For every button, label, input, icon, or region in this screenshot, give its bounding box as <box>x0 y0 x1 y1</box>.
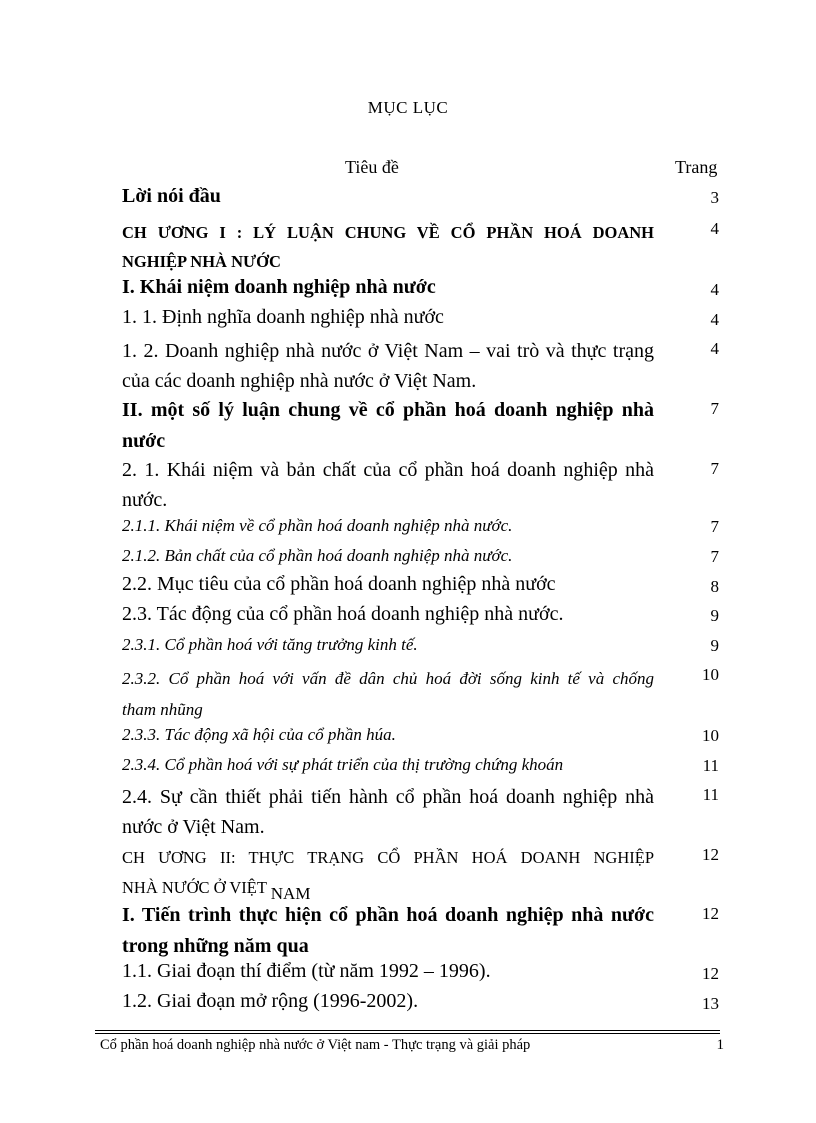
toc-page-number: 12 <box>702 845 719 864</box>
column-header-page: Trang <box>675 157 718 177</box>
toc-page-number: 11 <box>702 756 719 775</box>
page-title: MỤC LỤC <box>367 98 449 117</box>
toc-entry-line: 1. 2. Doanh nghiệp nhà nước ở Việt Nam – vai trò và thực trạng <box>122 340 654 362</box>
toc-entry-line: I. Tiến trình thực hiện cổ phần hoá doanh nghiệp nhà nước <box>122 904 654 926</box>
footer-text: Cổ phần hoá doanh nghiệp nhà nước ở Việt nam - Thực trạng và giải pháp <box>100 1037 531 1053</box>
toc-entry-line: NGHIỆP NHÀ NƯỚC <box>122 252 281 271</box>
toc-entry <box>122 725 654 745</box>
toc-entry <box>122 573 654 596</box>
toc-entry <box>122 843 654 903</box>
toc-entry-line: 1. 1. Định nghĩa doanh nghiệp nhà nước <box>122 306 444 328</box>
toc-entry <box>122 455 654 515</box>
toc-page-number: 9 <box>710 606 719 625</box>
toc-page-number: 4 <box>710 310 719 329</box>
toc-entry-line: trong những năm qua <box>122 935 309 957</box>
toc-entry <box>122 603 654 626</box>
toc-page-number: 7 <box>710 459 719 478</box>
toc-entry <box>122 635 654 655</box>
toc-entry-line: nước ở Việt Nam. <box>122 816 265 838</box>
toc-entry-line: 2.1.2. Bản chất của cổ phần hoá doanh nghiệp nhà nước. <box>122 546 513 565</box>
toc-entry-line: 2.3.3. Tác động xã hội của cổ phần húa. <box>122 725 396 744</box>
toc-entry <box>122 755 654 775</box>
footer-page-number: 1 <box>716 1037 724 1053</box>
toc-entry <box>122 990 654 1013</box>
toc-entry <box>122 185 654 208</box>
toc-entry-line: 2.1.1. Khái niệm về cổ phần hoá doanh nghiệp nhà nước. <box>122 516 513 535</box>
toc-entry <box>122 276 654 299</box>
toc-page-number: 8 <box>710 577 719 596</box>
toc-page-number: 10 <box>702 726 719 745</box>
footer-rule-bottom <box>95 1033 720 1034</box>
toc-entry-line: 1.2. Giai đoạn mở rộng (1996-2002). <box>122 990 419 1012</box>
toc-page-number: 4 <box>710 280 719 299</box>
toc-entry-line: 2.4. Sự cần thiết phải tiến hành cổ phần hoá doanh nghiệp nhà <box>122 786 654 808</box>
toc-entry <box>122 218 654 276</box>
toc-entry <box>122 395 654 457</box>
toc-entry-line: CH ƯƠNG II: THỰC TRẠNG CỔ PHẦN HOÁ DOANH NGHIỆP <box>122 848 654 867</box>
toc-entry-line-text: NHÀ NƯỚC Ở VIỆT <box>122 878 267 897</box>
toc-entry-line: I. Khái niệm doanh nghiệp nhà nước <box>122 276 436 298</box>
toc-entry-line: 2.2. Mục tiêu của cổ phần hoá doanh nghiệp nhà nước <box>122 573 556 595</box>
toc-entry-line: 2.3.4. Cổ phần hoá với sự phát triển của thị trường chứng khoán <box>122 755 564 774</box>
toc-page-number: 11 <box>702 785 719 804</box>
column-header-title: Tiêu đề <box>345 157 399 177</box>
toc-entry <box>122 516 654 536</box>
toc-entry <box>122 546 654 566</box>
footer-rule-top <box>95 1030 720 1031</box>
toc-entry-line: nước <box>122 430 166 452</box>
toc-page-number: 9 <box>710 636 719 655</box>
toc-page-number: 7 <box>710 399 719 418</box>
toc-entry <box>122 960 654 983</box>
toc-entry-line: 2.3.1. Cổ phần hoá với tăng trưởng kinh tế. <box>122 635 418 654</box>
toc-entry <box>122 336 654 396</box>
toc-entry <box>122 782 654 842</box>
toc-entry <box>122 900 654 962</box>
toc-entry-line: của các doanh nghiệp nhà nước ở Việt Nam. <box>122 370 477 392</box>
toc-entry-line: tham nhũng <box>122 700 203 719</box>
toc-entry <box>122 306 654 329</box>
toc-page-number: 3 <box>710 188 719 207</box>
toc-entry-line: 2.3.2. Cổ phần hoá với vấn đề dân chủ hoá đời sống kinh tế và chống <box>122 669 654 688</box>
toc-page-number: 7 <box>710 547 719 566</box>
toc-entry-line: nước. <box>122 489 168 511</box>
toc-page-number: 10 <box>702 665 719 684</box>
toc-entry-line <box>122 873 654 903</box>
toc-page-number: 12 <box>702 904 719 923</box>
toc-entry-line: 1.1. Giai đoạn thí điểm (từ năm 1992 – 1996). <box>122 960 491 982</box>
toc-entry-line: II. một số lý luận chung về cổ phần hoá doanh nghiệp nhà <box>122 399 654 421</box>
toc-page-number: 4 <box>710 339 719 358</box>
toc-entry-line: Lời nói đầu <box>122 185 221 207</box>
toc-entry <box>122 663 654 725</box>
toc-entry-line-suffix: NAM <box>270 884 311 903</box>
toc-page-number: 4 <box>710 219 719 238</box>
toc-entry-line: 2.3. Tác động của cổ phần hoá doanh nghiệp nhà nước. <box>122 603 564 625</box>
toc-page-number: 13 <box>702 994 719 1013</box>
toc-page-number: 7 <box>710 517 719 536</box>
toc-entry-line: 2. 1. Khái niệm và bản chất của cổ phần hoá doanh nghiệp nhà <box>122 459 654 481</box>
toc-page-number: 12 <box>702 964 719 983</box>
toc-entry-line: CH ƯƠNG I : LÝ LUẬN CHUNG VỀ CỔ PHẦN HOÁ DOANH <box>122 223 654 242</box>
